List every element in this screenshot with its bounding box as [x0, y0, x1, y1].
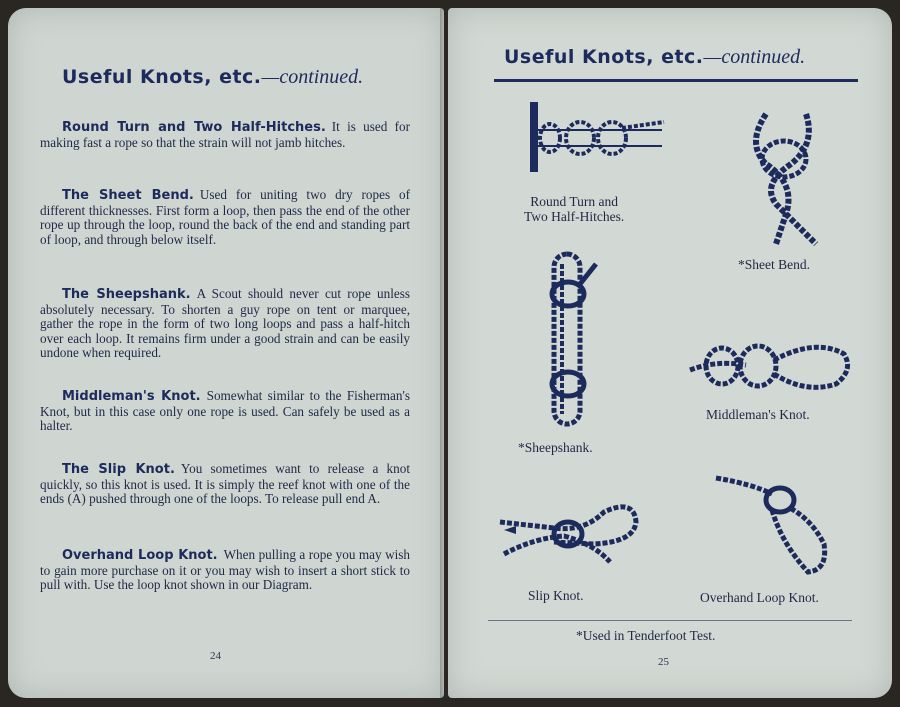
caption-sheepshank: *Sheepshank. — [518, 440, 593, 455]
entry-text: A Scout should never cut rope unless absolutely necessary. To shorten a guy rope on tent or marquee, gather the rope in the form of two long loops and pass a half-hitch over each loop. It remains firm under a good strain and can be easily undone when required. — [40, 286, 410, 361]
footnote-rule — [488, 620, 852, 621]
heading-rule — [494, 79, 858, 82]
entry-middleman — [40, 389, 410, 434]
entry-title: The Sheet Bend. — [62, 188, 194, 203]
entry-title: The Slip Knot. — [62, 462, 175, 477]
entry-text: When pulling a rope you may wish to gain more purchase on it or you may wish to insert a short stick to pull with. Use the loop knot shown in our Diagram. — [40, 547, 410, 593]
right-page-heading: Useful Knots, etc.—continued. — [504, 46, 806, 68]
right-page — [448, 8, 892, 698]
caption-round-turn: Round Turn and Two Half-Hitches. — [524, 194, 625, 224]
entry-text: You sometimes want to release a knot quickly, so this knot is used. It is simply the reef knot with one of the ends (A) pushed through one of the loops. To release pull end A. — [40, 461, 411, 507]
page-number: 25 — [658, 656, 669, 668]
slip-knot-illustration — [494, 492, 644, 572]
entry-text: Used for uniting two dry ropes of different thicknesses. First form a loop, then pass the end of the other rope up through the loop, round the back of the end and standing part of loop, and through below itself. — [40, 187, 410, 247]
sheet-bend-knot-illustration — [736, 104, 836, 254]
entry-sheepshank — [40, 287, 410, 361]
middlemans-knot-illustration — [686, 330, 856, 400]
caption-overhand-loop: Overhand Loop Knot. — [700, 590, 819, 605]
entry-title: Round Turn and Two Half-Hitches. — [62, 120, 326, 135]
caption-middleman: Middleman's Knot. — [706, 407, 810, 422]
entry-text: It is used for making fast a rope so that the strain will not jamb hitches. — [40, 119, 410, 150]
entry-text: Somewhat similar to the Fisherman's Knot, but in this case only one rope is used. Can safely be used as a halter. — [40, 388, 410, 434]
overhand-loop-knot-illustration — [712, 464, 842, 580]
round-turn-knot-illustration — [522, 94, 672, 174]
left-page — [8, 8, 444, 698]
entry-title: Overhand Loop Knot. — [62, 548, 218, 563]
entry-title: The Sheepshank. — [62, 287, 191, 302]
sheepshank-knot-illustration — [538, 244, 608, 430]
entry-title: Middleman's Knot. — [62, 389, 201, 404]
footnote: *Used in Tenderfoot Test. — [576, 628, 716, 643]
caption-sheet-bend: *Sheet Bend. — [738, 257, 810, 272]
entry-slip-knot — [40, 462, 410, 507]
caption-slip-knot: Slip Knot. — [528, 588, 584, 603]
left-page-heading: Useful Knots, etc.—continued. — [62, 66, 364, 88]
entry-sheet-bend — [40, 188, 410, 247]
page-number: 24 — [210, 650, 221, 662]
entry-round-turn — [40, 120, 410, 150]
entry-overhand-loop — [40, 548, 410, 593]
